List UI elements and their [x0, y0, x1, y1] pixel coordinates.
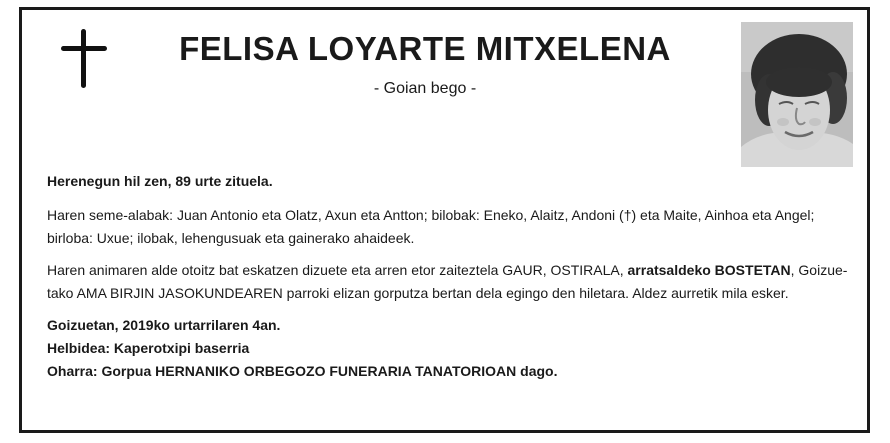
service-text-1: Haren animaren alde otoitz bat eskatzen dizuete eta arren etor zaiteztela GAUR, OSTIRALA, [47, 262, 628, 278]
address: Helbidea: Kaperotxipi baserria [47, 340, 250, 356]
service-time: arratsaldeko BOSTETAN [627, 262, 791, 278]
obituary-body [47, 170, 852, 383]
subtitle: - Goian bego - [373, 80, 477, 97]
family-paragraph [47, 204, 852, 250]
footer-info [47, 314, 852, 383]
family-line-1: Haren seme-alabak: Juan Antonio eta Olatz, Axun eta Antton; bilobak: Eneko, Alaitz, Andoni (†) eta Maite, Ainhoa eta Angel; [47, 207, 815, 223]
service-text-3: , Goizue- [790, 262, 848, 278]
deceased-name: FELISA LOYARTE MITXELENA [179, 30, 671, 67]
lead-sentence: Herenegun hil zen, 89 urte zituela. [47, 173, 273, 189]
family-line-2: birloba: Uxue; ilobak, lehengusuak eta gainerako ahaideek. [47, 230, 415, 246]
service-paragraph [47, 259, 852, 305]
place-date: Goizuetan, 2019ko urtarrilaren 4an. [47, 317, 281, 333]
service-line-2: tako AMA BIRJIN JASOKUNDEAREN parroki elizan gorputza bertan dela egingo den hiletara. Aldez aurretik mila esker. [47, 285, 789, 301]
portrait-photo [741, 22, 853, 167]
cross-icon [61, 29, 107, 89]
note: Oharra: Gorpua HERNANIKO ORBEGOZO FUNERARIA TANATORIOAN dago. [47, 363, 558, 379]
